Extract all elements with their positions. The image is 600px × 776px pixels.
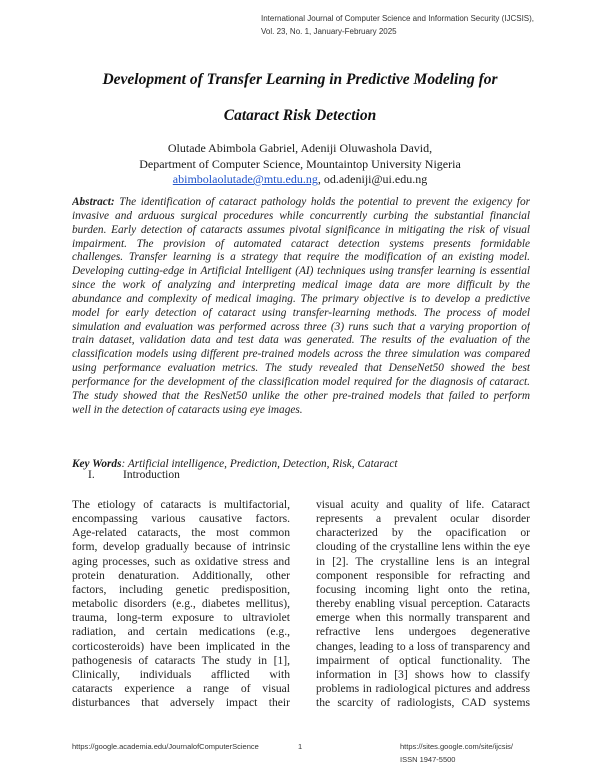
email-link[interactable]: abimbolaolutade@mtu.edu.ng [172, 172, 318, 186]
text-line: factors, including genetic predisposition, [72, 582, 290, 596]
text-line: Developing cutting-edge in Artificial Intelligent (AI) techniques using transfer learning is essential [72, 265, 530, 278]
emails [0, 172, 600, 188]
text-line: Clinically, individuals afflicted with [72, 667, 290, 681]
page-number: 1 [298, 742, 303, 751]
text-line: performance for the development of the classification model required for the diagnosis of cataract. [72, 375, 530, 388]
text-line: well in the detection of cataracts using eye images. [72, 403, 303, 416]
text-line: impairment of optical functionality. The [316, 653, 530, 667]
text-line: problems in radiological pictures and address [316, 682, 530, 696]
text-line: trauma, long-term exposure to ultraviolet [72, 611, 290, 625]
text-line: impairment. The provision of automated cataract detection systems presents formidable [72, 237, 530, 250]
issn: ISSN 1947-5500 [400, 754, 456, 764]
text-line: the scarcity of radiologists, CAD systems [316, 696, 530, 710]
section-title: Introduction [123, 469, 180, 481]
text-line: encompassing various causative factors. [72, 512, 290, 526]
text-line: radiation, and certain medications (e.g., [72, 625, 290, 639]
text-line: train dataset, validation data and test data was generated. The results of the evaluation of the [72, 334, 530, 347]
text-line: represents a prevalent ocular disorder [316, 512, 530, 526]
text-line: since the work of analyzing and interpreting medical image data are more difficult by the [72, 279, 530, 292]
running-header [261, 13, 534, 38]
text-line: clouding of the crystalline lens within the eye [316, 540, 530, 554]
paper-title-line-2: Cataract Risk Detection [223, 107, 377, 124]
email-separator: , [317, 172, 324, 186]
text-line: form, develop gradually because of intrinsic [72, 540, 290, 554]
body-column-right [316, 498, 530, 710]
text-line: The etiology of cataracts is multifactorial, [72, 498, 290, 511]
text-line: challenges. Transfer learning is a strategy that require the modification of an existing model. [72, 251, 530, 264]
text-line: visual acuity and quality of life. Cataract [316, 498, 530, 511]
text-line: using performance evaluation metrics. The study revealed that DenseNet50 showed the best [72, 362, 530, 375]
text-line: in [2]. The crystalline lens is an integral [316, 554, 530, 568]
text-line: The study showed that the ResNet50 unlike the other pre-trained models that failed to perform [72, 389, 530, 402]
text-line: thereby enabling visual perception. Cataracts [316, 597, 530, 611]
text-line: component responsible for refracting and [316, 568, 530, 582]
text-line: refractive lens undergoes degenerative [316, 625, 530, 639]
text-line: abundance and complexity of medical imaging. The primary objective is to develop a predictive [72, 292, 530, 305]
journal-issue: Vol. 23, No. 1, January-February 2025 [261, 26, 397, 36]
text-line: cataracts experience a range of visual [72, 682, 290, 696]
section-number: I. [88, 469, 95, 481]
text-line: changes, leading to a loss of transparency and [316, 639, 530, 653]
journal-name: International Journal of Computer Science and Information Security (IJCSIS), [261, 14, 535, 23]
text-line: pathogenesis of cataracts The study in [1], [72, 653, 290, 667]
footer-right [400, 741, 513, 766]
abstract [72, 196, 530, 418]
text-line: information in [3] shows how to classify [316, 667, 530, 681]
text-line: burden. Early detection of cataracts assumes pivotal significance in mitigating the risk of visual [72, 223, 530, 236]
text-line: disturbances that adversely impact their [72, 696, 290, 710]
text-line: aging processes, such as oxidative stress and [72, 554, 290, 568]
text-line: emerge when this normally transparent and [316, 611, 530, 625]
author-block [0, 141, 600, 188]
text-line: corticosteroids) have been implicated in the [72, 639, 290, 653]
paper-title-line-1: Development of Transfer Learning in Predictive Modeling for [102, 71, 498, 88]
keywords-text: : Artificial intelligence, Prediction, Detection, Risk, Cataract [121, 458, 398, 470]
abstract-label: Abstract: [72, 196, 115, 208]
author-names: Olutade Abimbola Gabriel, Adeniji Oluwashola David, [167, 141, 433, 155]
keywords [72, 458, 398, 470]
email-2: od.adeniji@ui.edu.ng [323, 172, 428, 186]
text-line: protein denaturation. Additionally, other [72, 568, 290, 582]
footer-url-left: https://google.academia.edu/JournalofComputerScience [72, 742, 259, 751]
text-line: invasive and arduous surgical procedures while concurrently curbing the substantial financial [72, 209, 530, 222]
text-line: focusing incoming light onto the retina, [316, 582, 530, 596]
text-line: simulation and evaluation was performed across three (3) runs such that a varying proportion of [72, 320, 530, 333]
footer-url-right: https://sites.google.com/site/ijcsis/ [400, 742, 513, 751]
text-line: characterized by the opacification or [316, 526, 530, 540]
text-line: Age-related cataracts, the most common [72, 526, 290, 540]
text-line: model for early detection of cataract using transfer-learning methods. The process of model [72, 306, 530, 319]
abstract-text: The identification of cataract pathology holds the potential to prevent the exigency for [114, 196, 530, 208]
keywords-label: Key Words [72, 458, 122, 470]
body-column-left [72, 498, 290, 710]
affiliation: Department of Computer Science, Mountaintop University Nigeria [139, 156, 461, 171]
text-line: metabolic disorders (e.g., diabetes mellitus), [72, 597, 290, 611]
text-line: classification models using different pre-trained models across the three simulation was compared [72, 348, 530, 361]
text-line [72, 196, 530, 210]
